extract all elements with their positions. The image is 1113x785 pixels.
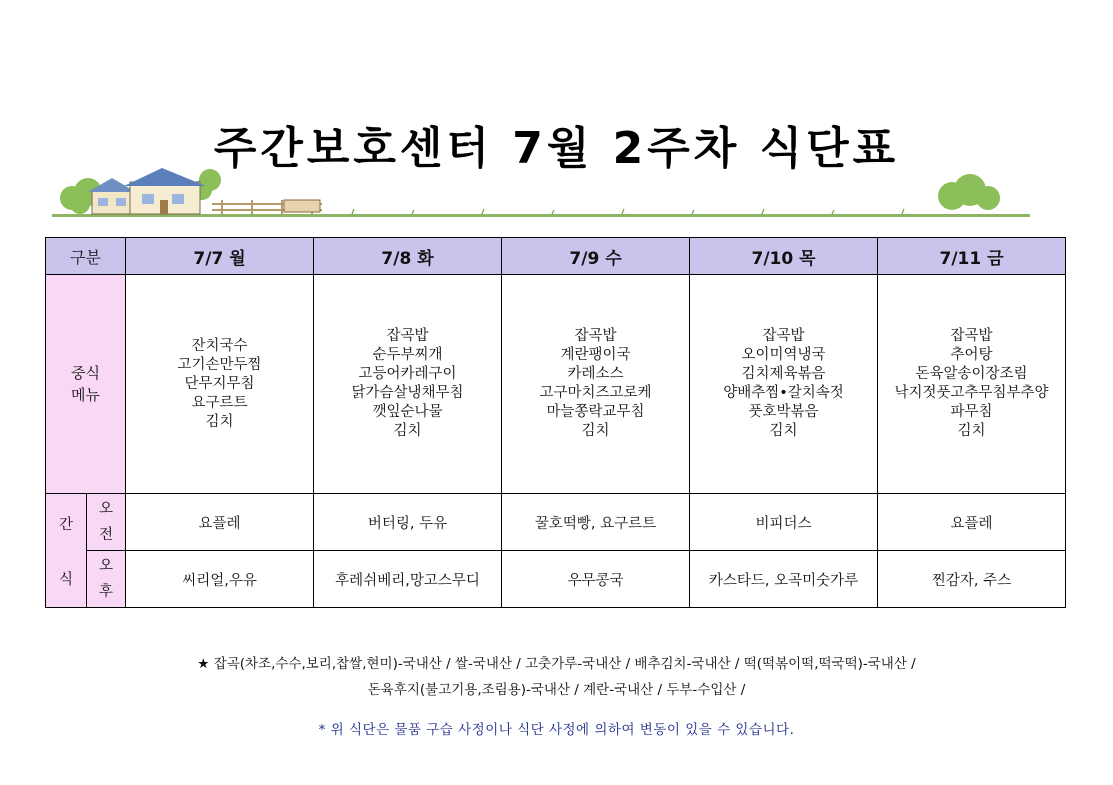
menu-item: 잡곡밥	[950, 328, 993, 344]
snack-am-label	[87, 494, 126, 551]
menu-item: 깻잎순나물	[372, 404, 443, 420]
disclaimer-note: * 위 식단은 물품 구습 사정이나 식단 사정에 의하여 변동이 있을 수 있습니다.	[318, 722, 795, 738]
lunch-menu-fri	[878, 275, 1066, 494]
origin-note-line2: 돈육후지(불고기용,조림용)-국내산 / 계란-국내산 / 두부-수입산 /	[367, 682, 746, 698]
menu-item: 순두부찌개	[372, 347, 443, 363]
menu-item: 풋호박볶음	[748, 404, 819, 420]
snack-pm-char: 오	[99, 558, 114, 574]
lunch-menu-mon	[126, 275, 314, 494]
menu-item: 김치	[769, 423, 798, 439]
menu-item: 닭가슴살냉채무침	[351, 385, 464, 401]
lunch-menu-tue	[314, 275, 502, 494]
menu-item: 마늘쫑락교무침	[546, 404, 645, 420]
header-row	[46, 238, 1066, 275]
snack-pm-row	[46, 551, 1066, 608]
menu-item: 김치	[581, 423, 610, 439]
menu-item: 고구마치즈고로케	[539, 385, 652, 401]
snack-label	[46, 494, 87, 608]
snack-am-char: 전	[99, 527, 114, 543]
snack-am-wed: 꿀호떡빵, 요구르트	[502, 494, 690, 551]
origin-note	[0, 651, 1113, 703]
menu-item: 잔치국수	[191, 337, 248, 354]
menu-item: 계란팽이국	[560, 347, 631, 363]
day-header-thu: 7/10 목	[690, 238, 878, 275]
menu-item: 잡곡밥	[386, 328, 429, 344]
menu-item: 김치	[205, 413, 234, 430]
snack-am-tue: 버터링, 두유	[314, 494, 502, 551]
lunch-label	[46, 275, 126, 494]
menu-item: 카레소스	[567, 366, 624, 382]
snack-pm-thu: 카스타드, 오곡미숫가루	[690, 551, 878, 608]
page-title: 주간보호센터 7월 2주차 식단표	[213, 123, 900, 174]
menu-item: 돈육알송이장조림	[915, 366, 1028, 382]
village-scene-illustration	[52, 168, 1030, 220]
snack-pm-fri: 찐감자, 주스	[878, 551, 1066, 608]
menu-item: 추어탕	[950, 347, 993, 363]
weekly-menu-table	[45, 237, 1066, 608]
day-header-mon: 7/7 월	[126, 238, 314, 275]
menu-item: 잡곡밥	[574, 328, 617, 344]
menu-item: 파무침	[950, 404, 993, 420]
snack-pm-label	[87, 551, 126, 608]
menu-item: 낙지젓풋고추무침부추양	[894, 385, 1049, 401]
menu-item: 단무지무침	[184, 375, 255, 392]
lunch-label-line1: 중식	[71, 364, 100, 382]
menu-item: 양배추찜•갈치속젓	[723, 385, 844, 401]
snack-pm-tue: 후레쉬베리,망고스무디	[314, 551, 502, 608]
origin-note-line1: ★ 잡곡(차조,수수,보리,찹쌀,현미)-국내산 / 쌀-국내산 / 고춧가루-국내산 / 배추김치-국내산 / 떡(떡볶이떡,떡국떡)-국내산 /	[197, 656, 916, 672]
day-header-fri: 7/11 금	[878, 238, 1066, 275]
snack-label-char: 간	[58, 516, 73, 533]
menu-item: 김치	[393, 423, 422, 439]
snack-pm-char: 후	[99, 584, 114, 600]
snack-am-thu: 비피더스	[690, 494, 878, 551]
snack-am-char: 오	[99, 501, 114, 517]
day-header-tue: 7/8 화	[314, 238, 502, 275]
header-gubun: 구분	[46, 238, 126, 275]
snack-am-fri: 요플레	[878, 494, 1066, 551]
menu-item: 오이미역냉국	[741, 347, 826, 363]
lunch-row	[46, 275, 1066, 494]
menu-item: 잡곡밥	[762, 328, 805, 344]
snack-pm-mon: 씨리얼,우유	[126, 551, 314, 608]
snack-label-char: 식	[58, 571, 73, 588]
menu-item: 김치제육볶음	[741, 366, 826, 382]
lunch-label-line2: 메뉴	[71, 386, 100, 404]
menu-item: 김치	[957, 423, 986, 439]
menu-item: 요구르트	[191, 394, 248, 411]
snack-am-row	[46, 494, 1066, 551]
snack-am-mon: 요플레	[126, 494, 314, 551]
snack-pm-wed: 우무콩국	[502, 551, 690, 608]
lunch-menu-wed	[502, 275, 690, 494]
lunch-menu-thu	[690, 275, 878, 494]
day-header-wed: 7/9 수	[502, 238, 690, 275]
menu-item: 고기손만두찜	[177, 356, 262, 373]
menu-item: 고등어카레구이	[358, 366, 457, 382]
